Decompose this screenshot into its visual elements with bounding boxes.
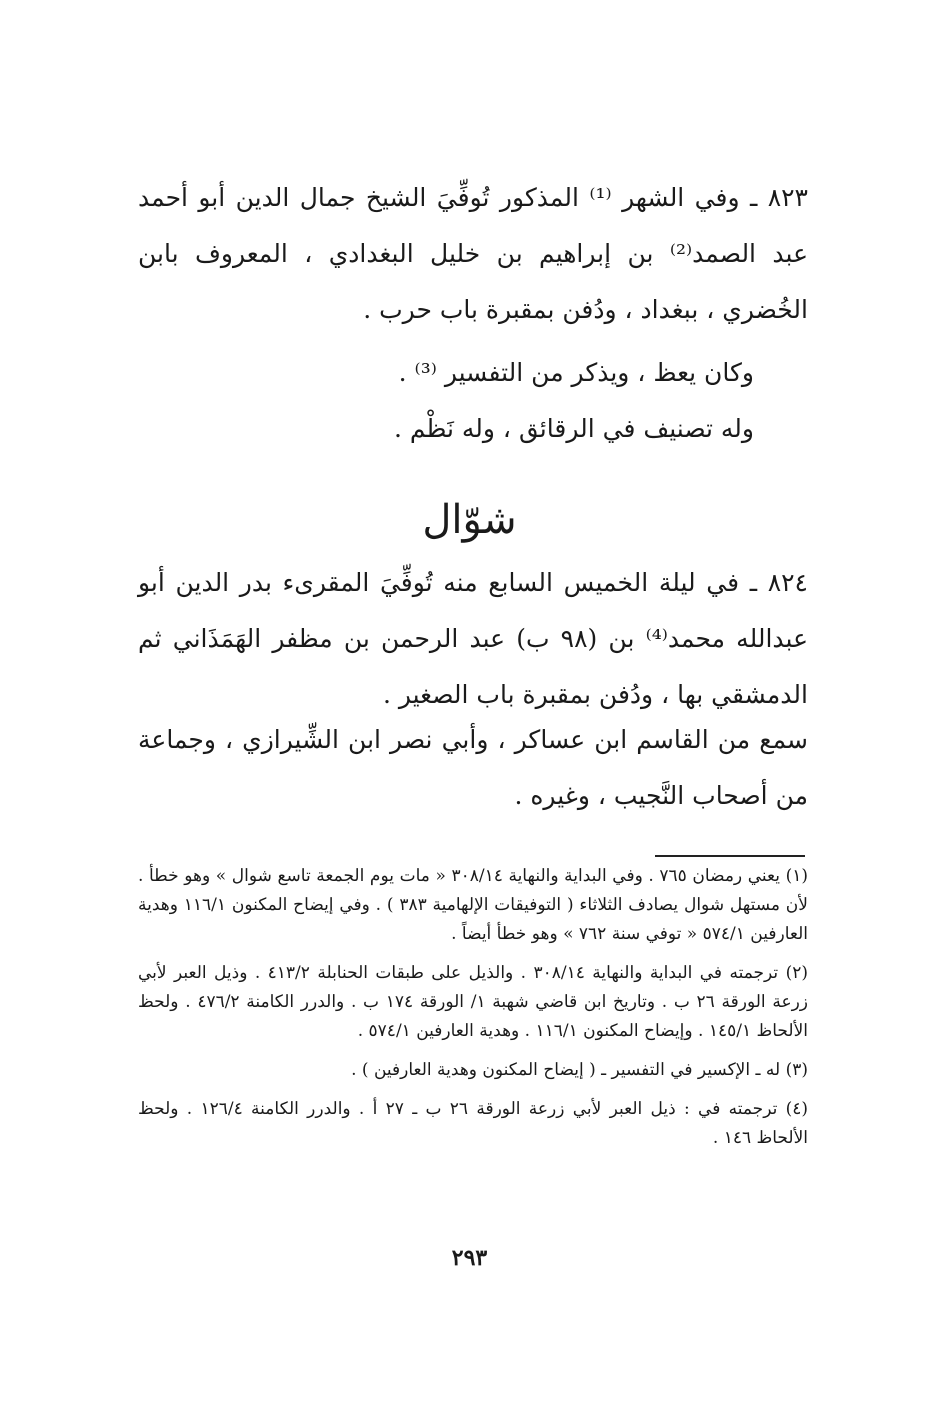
page-number: ٢٩٣ [451,1245,488,1271]
footnote-1 [138,862,808,949]
entry-824 [138,555,808,723]
footnote-2-text: (٢) ترجمته في البداية والنهاية ٣٠٨/١٤ . والذيل على طبقات الحنابلة ٤١٣/٢ . وذيل العبر لأبي زرعة الورقة ٢٦ ب . وتاريخ ابن قاضي شهبة ١/ الورقة ١٧٤ ب . والدرر الكامنة ٤٧٦/٢ . ولحظ الألحاظ ١٤٥/١ . وإيضاح المكنون ١١٦/١ . وهدية العارفين ٥٧٤/١ . [138,963,809,1041]
footnote-divider [655,855,805,857]
entry-824-note: سمع من القاسم ابن عساكر ، وأبي نصر ابن الشِّيرازي ، وجماعة من أصحاب النَّجيب ، وغيره . [138,725,808,810]
footnote-3-text: (٣) له ـ الإكسير في التفسير ـ ( إيضاح المكنون وهدية العارفين ) . [351,1060,808,1080]
footnote-2 [138,959,808,1046]
entry-824-text: ٨٢٤ ـ في ليلة الخميس السابع منه تُوفِّيَ المقرىء بدر الدين أبو عبدالله محمد⁽⁴⁾ بن (٩٨ ب) عبد الرحمن بن مظفر الهَمَذَاني ثم الدمشقي بها ، ودُفن بمقبرة باب الصغير . [138,568,809,709]
footnote-4-text: (٤) ترجمته في : ذيل العبر لأبي زرعة الورقة ٢٦ ب ـ ٢٧ أ . والدرر الكامنة ١٢٦/٤ . ولحظ الألحاظ ١٤٦ . [138,1099,809,1148]
footnote-4 [138,1095,808,1153]
entry-823-note-1: وكان يعظ ، ويذكر من التفسير ⁽³⁾ . [398,358,754,387]
entry-823 [138,170,808,338]
footnote-3 [138,1056,808,1085]
entry-823-text: ٨٢٣ ـ وفي الشهر ⁽¹⁾ المذكور تُوفِّيَ الشيخ جمال الدين أبو أحمد عبد الصمد⁽²⁾ بن إبراهيم بن خليل البغدادي ، المعروف بابن الخُضري ، ببغداد ، ودُفن بمقبرة باب حرب . [138,183,808,324]
entry-823-notes [194,345,754,457]
entry-823-note-2: وله تصنيف في الرقائق ، وله نَظْم . [393,414,754,443]
footnotes [138,862,808,1163]
entry-824-notes [138,712,808,824]
footnote-1-text: (١) يعني رمضان ٧٦٥ . وفي البداية والنهاية ٣٠٨/١٤ « مات يوم الجمعة تاسع شوال » وهو خطأ . لأن مستهل شوال يصادف الثلاثاء ( التوفيقات الإلهامية ٣٨٣ ) . وفي إيضاح المكنون ١١٦/١ وهدية العارفين ٥٧٤/١ « توفي سنة ٧٦٢ » وهو خطأ أيضاً . [138,866,808,944]
section-title-shawwal: شوّال [422,497,517,543]
